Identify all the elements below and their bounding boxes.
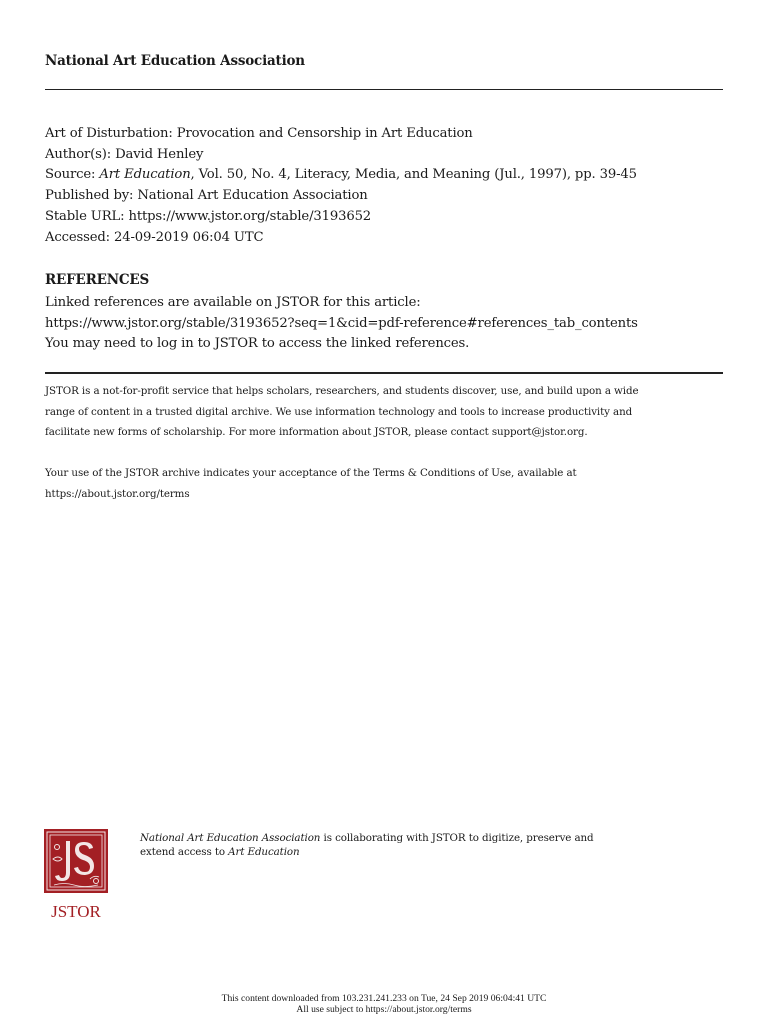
source-journal: Art Education xyxy=(99,167,191,183)
notice-line: range of content in a trusted digital archive. We use information technology and tools to increase productivity and xyxy=(45,405,633,418)
top-divider xyxy=(45,89,723,90)
collab-line-2 xyxy=(140,846,700,860)
terms-notice xyxy=(45,463,725,504)
collab-org: National Art Education Association xyxy=(140,832,321,844)
terms-link[interactable]: https://about.jstor.org/terms xyxy=(45,487,190,500)
download-footer xyxy=(0,994,768,1015)
article-metadata xyxy=(45,124,735,248)
article-publisher: Published by: National Art Education Association xyxy=(45,188,368,204)
article-source xyxy=(45,165,735,186)
notice-line: facilitate new forms of scholarship. For more information about JSTOR, please contact support@jstor.org. xyxy=(45,426,588,439)
collab-text-1: is collaborating with JSTOR to digitize, preserve and xyxy=(320,832,594,844)
article-title: Art of Disturbation: Provocation and Censorship in Art Education xyxy=(45,126,473,141)
collab-text-2: extend access to xyxy=(140,845,229,858)
source-details: , Vol. 50, No. 4, Literacy, Media, and Meaning (Jul., 1997), pp. 39-45 xyxy=(190,167,637,183)
references-login-note: You may need to log in to JSTOR to access the linked references. xyxy=(45,336,470,352)
publisher-name: National Art Education Association xyxy=(45,53,305,69)
footer-download-info: This content downloaded from 103.231.241.233 on Tue, 24 Sep 2019 06:04:41 UTC xyxy=(221,993,547,1004)
accessed-date: Accessed: 24-09-2019 06:04 UTC xyxy=(45,229,264,245)
article-author: Author(s): David Henley xyxy=(45,146,204,162)
references-section xyxy=(45,293,745,355)
references-heading: REFERENCES xyxy=(45,272,150,288)
jstor-wordmark: JSTOR xyxy=(51,902,101,921)
source-prefix: Source: xyxy=(45,167,100,183)
terms-line: Your use of the JSTOR archive indicates your acceptance of the Terms & Conditions of Use, available at xyxy=(45,467,577,479)
stable-url-link[interactable]: Stable URL: https://www.jstor.org/stable/3193652 xyxy=(45,208,372,224)
section-divider xyxy=(45,372,723,374)
footer-terms: All use subject to https://about.jstor.org/terms xyxy=(296,1003,472,1015)
collaboration-notice xyxy=(140,832,700,859)
references-link[interactable]: https://www.jstor.org/stable/3193652?seq=1&cid=pdf-reference#references_tab_contents xyxy=(45,315,638,331)
collab-journal: Art Education xyxy=(228,845,300,858)
references-intro: Linked references are available on JSTOR for this article: xyxy=(45,295,421,310)
collab-line-1 xyxy=(140,832,700,846)
jstor-logo-icon xyxy=(44,829,108,921)
notice-line: JSTOR is a not-for-profit service that helps scholars, researchers, and students discover, use, and build upon a wide xyxy=(45,385,639,397)
jstor-notice xyxy=(45,381,725,443)
